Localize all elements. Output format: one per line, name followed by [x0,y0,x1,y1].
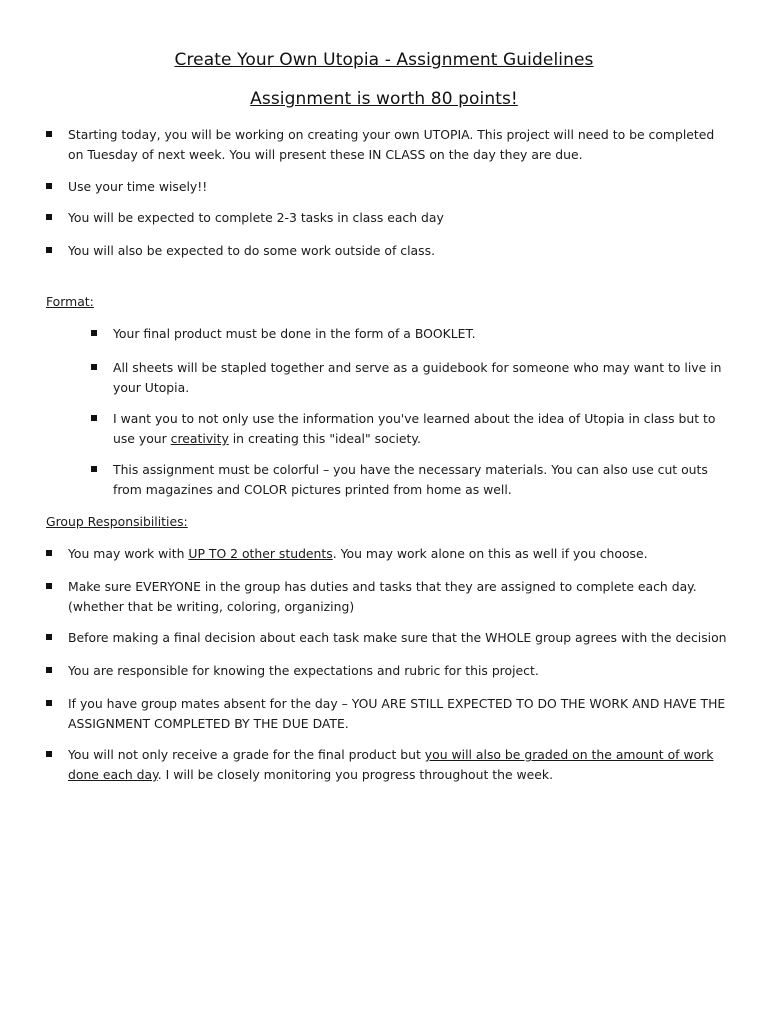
square-bullet-icon [46,183,52,189]
list-item: If you have group mates absent for the day – YOU ARE STILL EXPECTED TO DO THE WORK AND HAVE THE ASSIGNMENT COMPLETED BY THE DUE DATE. [68,694,728,734]
page-title: Create Your Own Utopia - Assignment Guidelines [174,50,594,70]
page-subtitle: Assignment is worth 80 points! [250,89,518,109]
list-item: You will be expected to complete 2-3 tasks in class each day [68,208,728,228]
list-item: Make sure EVERYONE in the group has duties and tasks that they are assigned to complete each day. (whether that be writing, coloring, organizing) [68,577,728,617]
list-item: You will not only receive a grade for the final product but you will also be graded on the amount of work done each day. I will be closely monitoring you progress throughout the week. [68,745,728,785]
list-item: Use your time wisely!! [68,177,728,197]
square-bullet-icon [46,634,52,640]
underlined-text: creativity [170,431,229,446]
square-bullet-icon [46,247,52,253]
list-item: Your final product must be done in the form of a BOOKLET. [113,324,728,344]
square-bullet-icon [46,583,52,589]
square-bullet-icon [91,330,97,336]
square-bullet-icon [46,131,52,137]
underlined-text: you will also be graded on the amount of work done each day [68,747,714,782]
underlined-text: UP TO 2 other students [188,546,333,561]
list-item: I want you to not only use the information you've learned about the idea of Utopia in class but to use your creativity in creating this "ideal" society. [113,409,728,449]
section-heading-format: Format: [46,294,94,309]
list-item: This assignment must be colorful – you have the necessary materials. You can also use cut outs from magazines and COLOR pictures printed from home as well. [113,460,728,500]
square-bullet-icon [46,550,52,556]
list-item: You are responsible for knowing the expectations and rubric for this project. [68,661,728,681]
square-bullet-icon [91,415,97,421]
list-item: You may work with UP TO 2 other students. You may work alone on this as well if you choose. [68,544,728,564]
list-item: You will also be expected to do some work outside of class. [68,241,728,261]
square-bullet-icon [91,364,97,370]
square-bullet-icon [46,751,52,757]
square-bullet-icon [46,214,52,220]
list-item: Before making a final decision about each task make sure that the WHOLE group agrees with the decision [68,628,728,648]
section-heading-group: Group Responsibilities: [46,514,188,529]
list-item: All sheets will be stapled together and serve as a guidebook for someone who may want to live in your Utopia. [113,358,728,398]
list-item: Starting today, you will be working on creating your own UTOPIA. This project will need to be completed on Tuesday of next week. You will present these IN CLASS on the day they are due. [68,125,728,165]
square-bullet-icon [91,466,97,472]
square-bullet-icon [46,700,52,706]
square-bullet-icon [46,667,52,673]
